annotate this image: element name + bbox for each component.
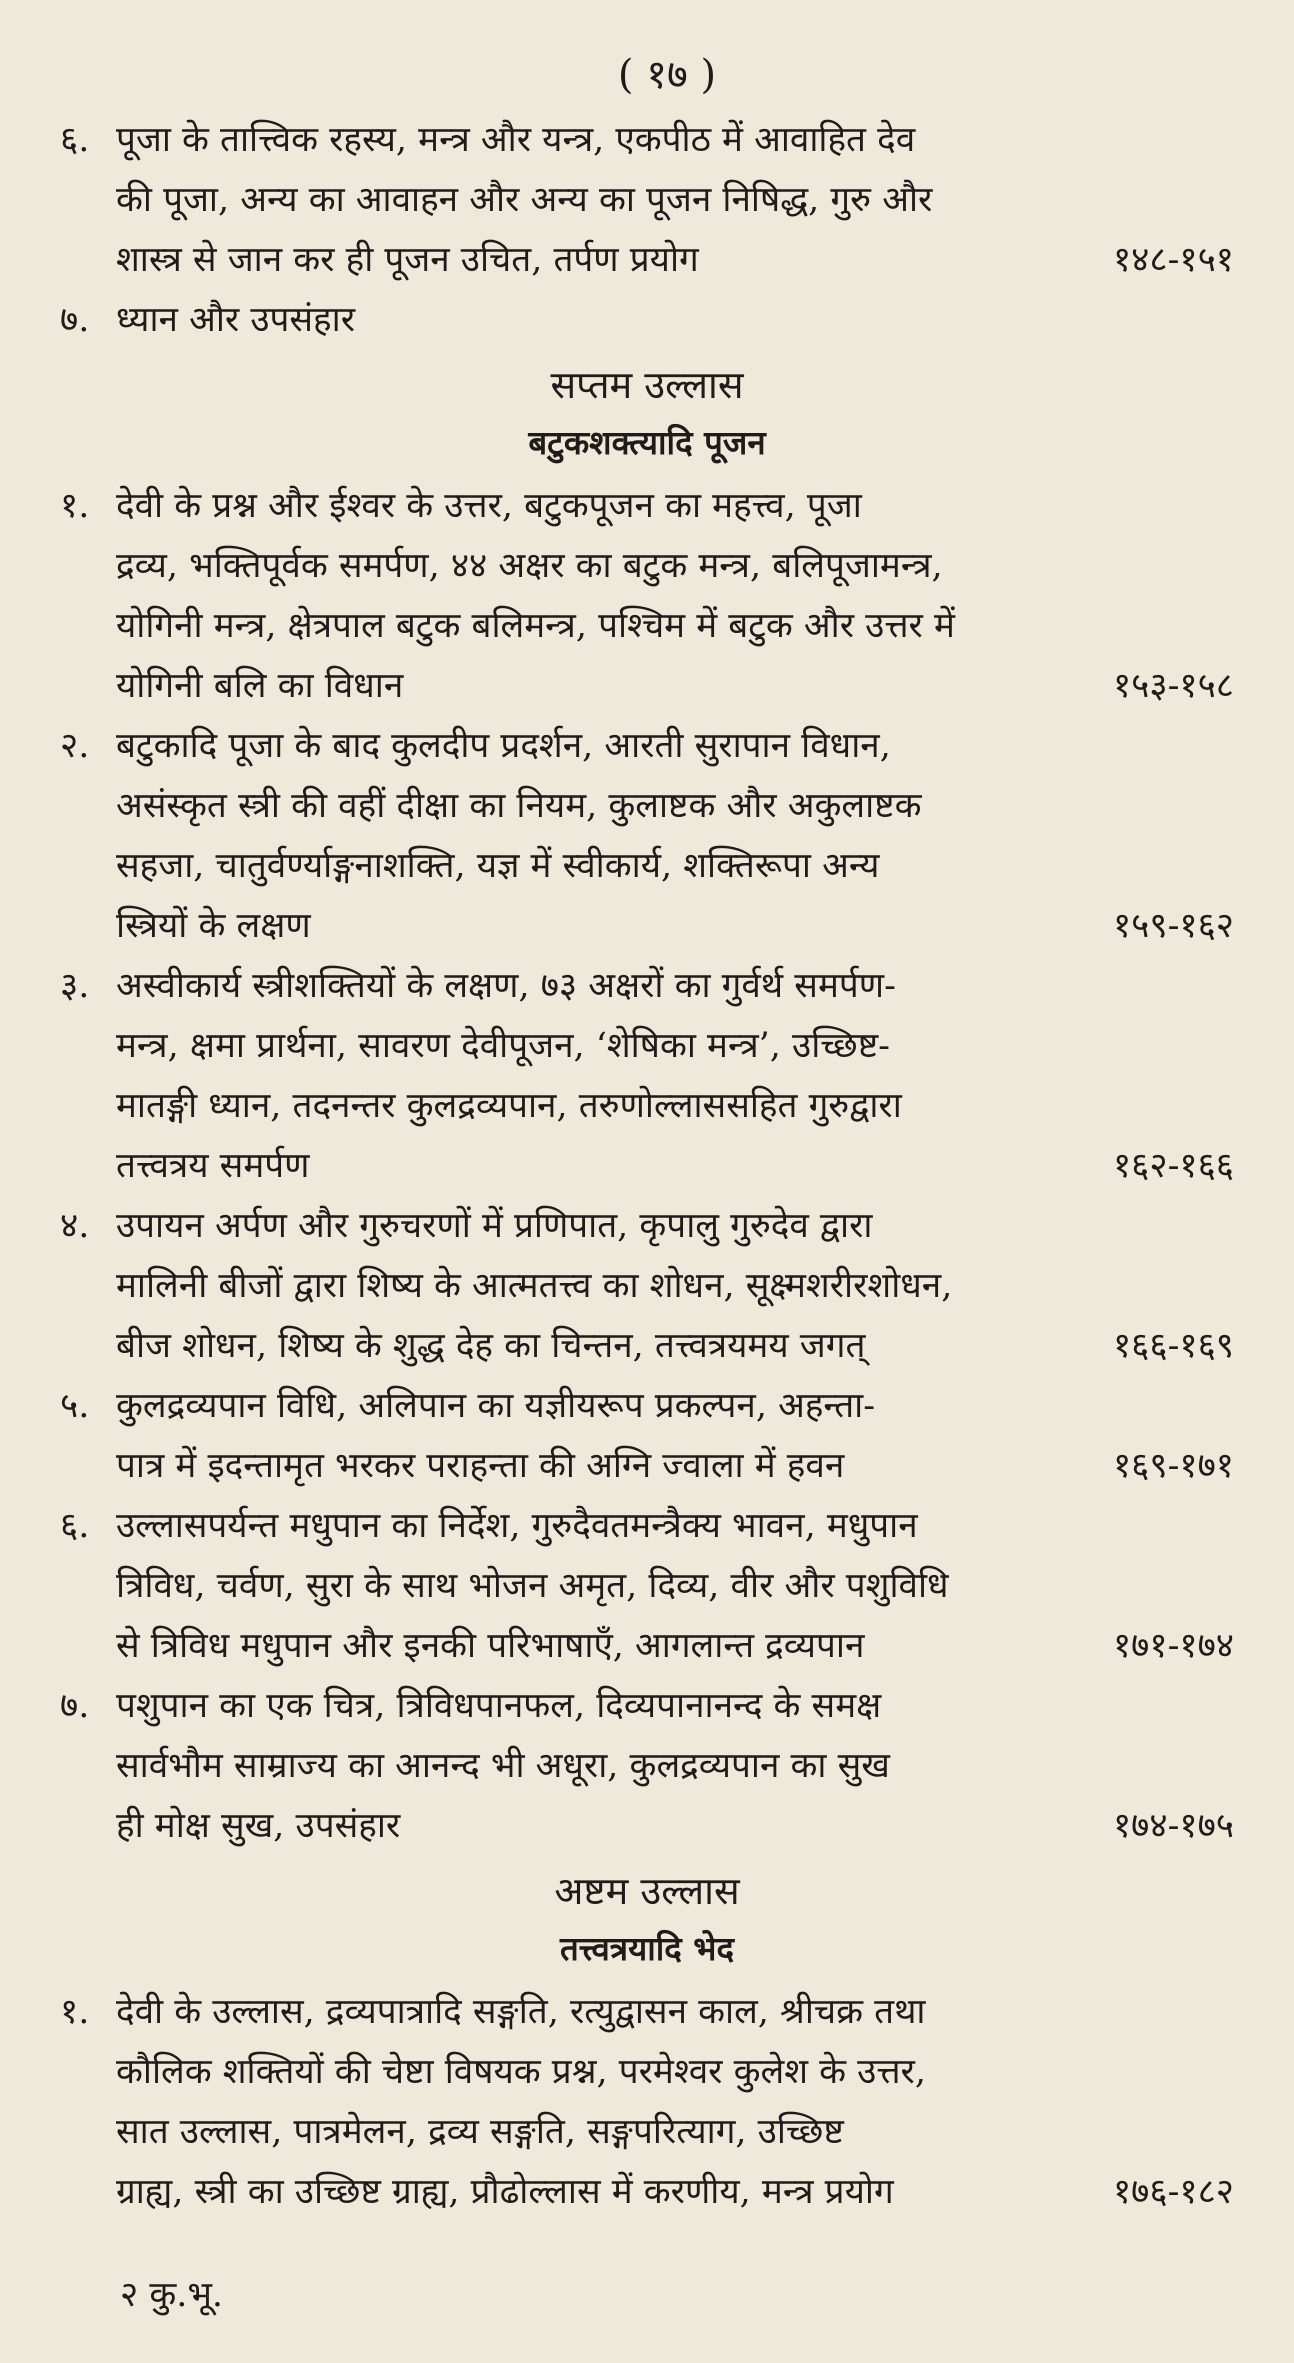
toc-entry — [60, 1496, 1234, 1676]
entry-number: ४. — [60, 1206, 90, 1246]
entry-text — [116, 1982, 1234, 2222]
entry-text — [116, 956, 1234, 1196]
entry-line: ग्राह्य, स्त्री का उच्छिष्ट ग्राह्य, प्रौढोल्लास में करणीय, मन्त्र प्रयोग — [116, 2172, 894, 2212]
section-heading: अष्टम उल्लास — [554, 1869, 740, 1913]
entry-text — [116, 1676, 1234, 1856]
section-subheading: बटुकशक्त्यादि पूजन — [528, 423, 766, 462]
entry-text — [116, 110, 1234, 290]
table-of-contents — [60, 110, 1234, 2222]
toc-entry — [60, 956, 1234, 1196]
entry-line: अस्वीकार्य स्त्रीशक्तियों के लक्षण, ७३ अक्षरों का गुर्वर्थ समर्पण- — [116, 966, 896, 1006]
entry-line: बटुकादि पूजा के बाद कुलदीप प्रदर्शन, आरती सुरापान विधान, — [116, 726, 891, 766]
entry-line: ही मोक्ष सुख, उपसंहार — [116, 1806, 401, 1846]
entry-line: पात्र में इदन्तामृत भरकर पराहन्ता की अग्नि ज्वाला में हवन — [116, 1446, 845, 1486]
signature-mark: २ कु.भू. — [120, 2275, 224, 2315]
toc-entry — [60, 110, 1234, 290]
entry-number: ५. — [60, 1386, 90, 1426]
entry-line: तत्त्वत्रय समर्पण — [116, 1146, 310, 1186]
entry-line: से त्रिविध मधुपान और इनकी परिभाषाएँ, आगलान्त द्रव्यपान — [116, 1626, 865, 1666]
entry-line: मालिनी बीजों द्वारा शिष्य के आत्मतत्त्व का शोधन, सूक्ष्मशरीरशोधन, — [116, 1266, 953, 1306]
entry-number: ३. — [60, 966, 90, 1006]
entry-number: १. — [60, 1992, 90, 2032]
entry-line: देवी के प्रश्न और ईश्वर के उत्तर, बटुकपूजन का महत्त्व, पूजा — [116, 486, 862, 526]
entry-number: २. — [60, 726, 90, 766]
toc-entry — [60, 1376, 1234, 1496]
entry-line: कुलद्रव्यपान विधि, अलिपान का यज्ञीयरूप प्रकल्पन, अहन्ता- — [116, 1386, 876, 1426]
entry-number: ७. — [60, 1686, 90, 1726]
entry-line: सात उल्लास, पात्रमेलन, द्रव्य सङ्गति, सङ्गपरित्याग, उच्छिष्ट — [116, 2112, 844, 2152]
entry-text — [116, 476, 1234, 716]
entry-line: सहजा, चातुर्वर्ण्याङ्गनाशक्ति, यज्ञ में स्वीकार्य, शक्तिरूपा अन्य — [116, 846, 880, 886]
entry-text — [116, 1196, 1234, 1376]
entry-number: ६. — [60, 120, 90, 160]
entry-line: योगिनी मन्त्र, क्षेत्रपाल बटुक बलिमन्त्र, पश्चिम में बटुक और उत्तर में — [116, 606, 955, 646]
page-range: १७६-१८२ — [1112, 2172, 1234, 2212]
entry-line: पूजा के तात्त्विक रहस्य, मन्त्र और यन्त्र, एकपीठ में आवाहित देव — [116, 120, 916, 160]
entry-line: ध्यान और उपसंहार — [116, 300, 356, 340]
entry-line: मन्त्र, क्षमा प्रार्थना, सावरण देवीपूजन, ‘शेषिका मन्त्र’, उच्छिष्ट- — [116, 1026, 890, 1066]
entry-text — [116, 290, 1234, 350]
toc-entry — [60, 716, 1234, 956]
entry-line: उल्लासपर्यन्त मधुपान का निर्देश, गुरुदैवतमन्त्रैक्य भावन, मधुपान — [116, 1506, 918, 1546]
toc-entry — [60, 1676, 1234, 1856]
page-range: १७४-१७५ — [1112, 1806, 1234, 1846]
page-range: १५३-१५८ — [1112, 666, 1234, 706]
page-range: १६९-१७१ — [1112, 1446, 1234, 1486]
entry-line: उपायन अर्पण और गुरुचरणों में प्रणिपात, कृपालु गुरुदेव द्वारा — [116, 1206, 873, 1246]
page-range: १६६-१६९ — [1112, 1326, 1234, 1366]
entry-text — [116, 1376, 1234, 1496]
toc-entry — [60, 1196, 1234, 1376]
entry-line: योगिनी बलि का विधान — [116, 666, 404, 706]
page-range: १६२-१६६ — [1112, 1146, 1234, 1186]
entry-line: पशुपान का एक चित्र, त्रिविधपानफल, दिव्यपानानन्द के समक्ष — [116, 1686, 882, 1726]
section-heading: सप्तम उल्लास — [550, 363, 744, 407]
entry-number: ६. — [60, 1506, 90, 1546]
entry-line: देवी के उल्लास, द्रव्यपात्रादि सङ्गति, रत्युद्वासन काल, श्रीचक्र तथा — [116, 1992, 926, 2032]
toc-entry — [60, 476, 1234, 716]
entry-number: १. — [60, 486, 90, 526]
toc-entry — [60, 1982, 1234, 2222]
entry-text — [116, 716, 1234, 956]
page-range: १७१-१७४ — [1112, 1626, 1234, 1666]
page-range: १५९-१६२ — [1112, 906, 1234, 946]
entry-line: बीज शोधन, शिष्य के शुद्ध देह का चिन्तन, तत्त्वत्रयमय जगत् — [116, 1326, 866, 1366]
entry-line: कौलिक शक्तियों की चेष्टा विषयक प्रश्न, परमेश्वर कुलेश के उत्तर, — [116, 2052, 926, 2092]
toc-entry — [60, 290, 1234, 350]
entry-number: ७. — [60, 300, 90, 340]
entry-line: मातङ्गी ध्यान, तदनन्तर कुलद्रव्यपान, तरुणोल्लाससहित गुरुद्वारा — [116, 1086, 902, 1126]
entry-line: द्रव्य, भक्तिपूर्वक समर्पण, ४४ अक्षर का बटुक मन्त्र, बलिपूजामन्त्र, — [116, 546, 943, 586]
page-range: १४८-१५१ — [1112, 240, 1234, 280]
entry-line: असंस्कृत स्त्री की वहीं दीक्षा का नियम, कुलाष्टक और अकुलाष्टक — [116, 786, 922, 826]
page-number: ( १७ ) — [617, 52, 717, 98]
entry-line: स्त्रियों के लक्षण — [116, 906, 311, 946]
entry-line: सार्वभौम साम्राज्य का आनन्द भी अधूरा, कुलद्रव्यपान का सुख — [116, 1746, 890, 1786]
entry-line: की पूजा, अन्य का आवाहन और अन्य का पूजन निषिद्ध, गुरु और — [116, 180, 933, 220]
entry-line: त्रिविध, चर्वण, सुरा के साथ भोजन अमृत, दिव्य, वीर और पशुविधि — [116, 1566, 949, 1606]
section-subheading: तत्त्वत्रयादि भेद — [559, 1929, 735, 1968]
entry-text — [116, 1496, 1234, 1676]
entry-line: शास्त्र से जान कर ही पूजन उचित, तर्पण प्रयोग — [116, 240, 699, 280]
